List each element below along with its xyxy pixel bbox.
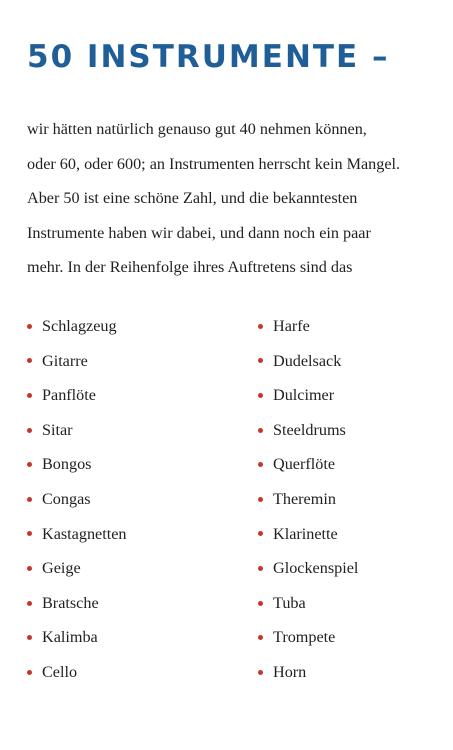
bullet-icon [258, 324, 263, 329]
list-item-label: Steeldrums [273, 420, 346, 439]
bullet-icon [27, 497, 32, 502]
list-item [258, 344, 358, 379]
intro-line: oder 60, oder 600; an Instrumenten herrscht kein Mangel. [27, 154, 401, 173]
list-item-label: Harfe [273, 317, 310, 335]
bullet-icon [258, 670, 263, 675]
list-item [258, 551, 358, 586]
list-item [27, 517, 127, 552]
list-item [27, 413, 127, 448]
bullet-icon [27, 601, 32, 606]
bullet-icon [27, 393, 32, 398]
list-item-label: Glockenspiel [273, 559, 359, 578]
intro-paragraph [27, 112, 427, 285]
bullet-icon [27, 428, 32, 433]
bullet-icon [27, 670, 32, 675]
list-item [27, 482, 127, 517]
instrument-list-left [27, 309, 127, 690]
list-item [27, 378, 127, 413]
list-item [27, 551, 127, 586]
list-item-label: Querflöte [273, 455, 336, 474]
intro-line: Instrumente haben wir dabei, und dann noch ein paar [27, 223, 371, 242]
list-item-label: Panflöte [42, 386, 96, 405]
list-item [258, 655, 358, 690]
list-item-label: Theremin [273, 489, 336, 508]
list-item-label: Kastagnetten [42, 524, 127, 543]
bullet-icon [258, 358, 263, 363]
bullet-icon [27, 324, 32, 329]
list-item [258, 620, 358, 655]
bullet-icon [27, 358, 32, 363]
intro-line: wir hätten natürlich genauso gut 40 nehmen können, [27, 120, 367, 138]
page-title: 50 INSTRUMENTE – [27, 39, 390, 75]
bullet-icon [258, 497, 263, 502]
list-item [258, 517, 358, 552]
list-item-label: Kalimba [42, 628, 98, 647]
list-item [258, 586, 358, 621]
bullet-icon [258, 601, 263, 606]
list-item [27, 447, 127, 482]
list-item [27, 620, 127, 655]
list-item [27, 344, 127, 379]
list-item-label: Gitarre [42, 351, 88, 370]
list-item-label: Congas [42, 489, 91, 508]
instrument-list-right [258, 309, 358, 690]
list-item [258, 309, 358, 344]
list-item-label: Trompete [273, 628, 336, 647]
list-item-label: Schlagzeug [42, 317, 117, 335]
bullet-icon [258, 635, 263, 640]
list-item [258, 378, 358, 413]
bullet-icon [27, 531, 32, 536]
list-item [27, 655, 127, 690]
list-item [27, 309, 127, 344]
intro-line: Aber 50 ist eine schöne Zahl, und die bekanntesten [27, 189, 358, 207]
list-item-label: Sitar [42, 420, 73, 439]
intro-line: mehr. In der Reihenfolge ihres Auftretens sind das [27, 258, 353, 276]
list-item-label: Geige [42, 559, 81, 578]
list-item-label: Dudelsack [273, 351, 342, 370]
list-item-label: Bongos [42, 455, 92, 474]
bullet-icon [258, 566, 263, 571]
bullet-icon [258, 393, 263, 398]
bullet-icon [27, 635, 32, 640]
list-item-label: Klarinette [273, 524, 338, 543]
list-item [258, 482, 358, 517]
list-item-label: Cello [42, 662, 78, 681]
bullet-icon [258, 428, 263, 433]
bullet-icon [258, 462, 263, 467]
bullet-icon [27, 462, 32, 467]
bullet-icon [27, 566, 32, 571]
list-item-label: Bratsche [42, 593, 99, 612]
list-item [27, 586, 127, 621]
list-item-label: Tuba [273, 593, 306, 612]
bullet-icon [258, 531, 263, 536]
list-item-label: Dulcimer [273, 386, 335, 405]
list-item [258, 447, 358, 482]
list-item-label: Horn [273, 662, 307, 681]
list-item [258, 413, 358, 448]
